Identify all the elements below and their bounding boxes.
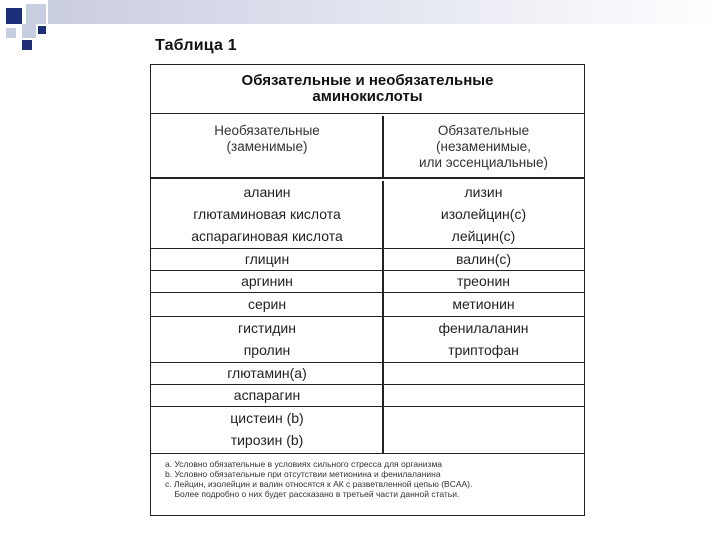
table-cell: лизин (464, 184, 503, 200)
deco-square (6, 28, 16, 38)
table-cell: тирозин (b) (230, 432, 304, 448)
table-title (151, 65, 584, 114)
table-row (151, 363, 584, 385)
table-cell: аргинин (241, 273, 293, 289)
table-row (151, 271, 584, 293)
table-cell: цистеин (b) (230, 410, 304, 426)
table-title-line1: Обязательные и необязательные (241, 72, 494, 89)
decorative-corner-squares (0, 0, 720, 60)
table-cell: глютамин(a) (227, 365, 307, 381)
column-divider (382, 181, 384, 454)
column-header-essential (383, 123, 584, 171)
table-cell: изолейцин(c) (440, 206, 527, 222)
column-header-line: Обязательные (437, 123, 530, 138)
deco-square (38, 26, 46, 34)
column-divider (382, 116, 384, 179)
table-row (151, 249, 584, 271)
deco-square (26, 4, 46, 24)
table-cell: серин (247, 296, 287, 312)
table-cell: глицин (244, 251, 290, 267)
table-cell: глютаминовая кислота (193, 206, 341, 222)
table-cell: гистидин (238, 320, 296, 336)
deco-square (22, 40, 32, 50)
amino-acids-table (150, 64, 585, 516)
table-cell: метионин (452, 296, 515, 312)
table-cell: пролин (243, 342, 291, 358)
column-header-line: Необязательные (214, 123, 320, 138)
table-cell: треонин (456, 273, 511, 289)
column-header-nonessential (151, 123, 383, 155)
table-cell: фенилаланин (438, 320, 529, 336)
column-header-line: (заменимые) (226, 139, 308, 154)
table-cell: триптофан (448, 342, 519, 358)
deco-square (22, 24, 36, 38)
table-cell: аспарагин (233, 387, 301, 403)
footnote: a. Условно обязательные в условиях сильного стресса для организма (165, 459, 443, 469)
footnote: b. Условно обязательные при отсутствии метионина и фенилаланина (165, 469, 441, 479)
deco-square (6, 8, 22, 24)
table-cell: лейцин(c) (451, 228, 516, 244)
table-row (151, 293, 584, 317)
table-cell: валин(c) (455, 251, 512, 267)
table-cell: аспарагиновая кислота (191, 228, 343, 244)
table-footnotes (165, 459, 472, 499)
table-row-group (151, 407, 584, 454)
column-header-line: (незаменимые, (436, 139, 531, 154)
table-row-group (151, 317, 584, 363)
footnote: Более подробно о них будет рассказано в третьей части данной статьи. (165, 489, 460, 499)
table-row-group (151, 181, 584, 249)
table-cell: аланин (243, 184, 291, 200)
deco-square (48, 0, 720, 24)
table-row (151, 385, 584, 407)
table-title-line2: аминокислоты (312, 88, 423, 105)
footnote: c. Лейцин, изолейцин и валин относятся к АК с разветвленной цепью (BCAA). (165, 479, 473, 489)
column-header-line: или эссенциальные) (419, 155, 548, 170)
table-caption: Таблица 1 (155, 37, 237, 54)
column-headers (151, 116, 584, 179)
